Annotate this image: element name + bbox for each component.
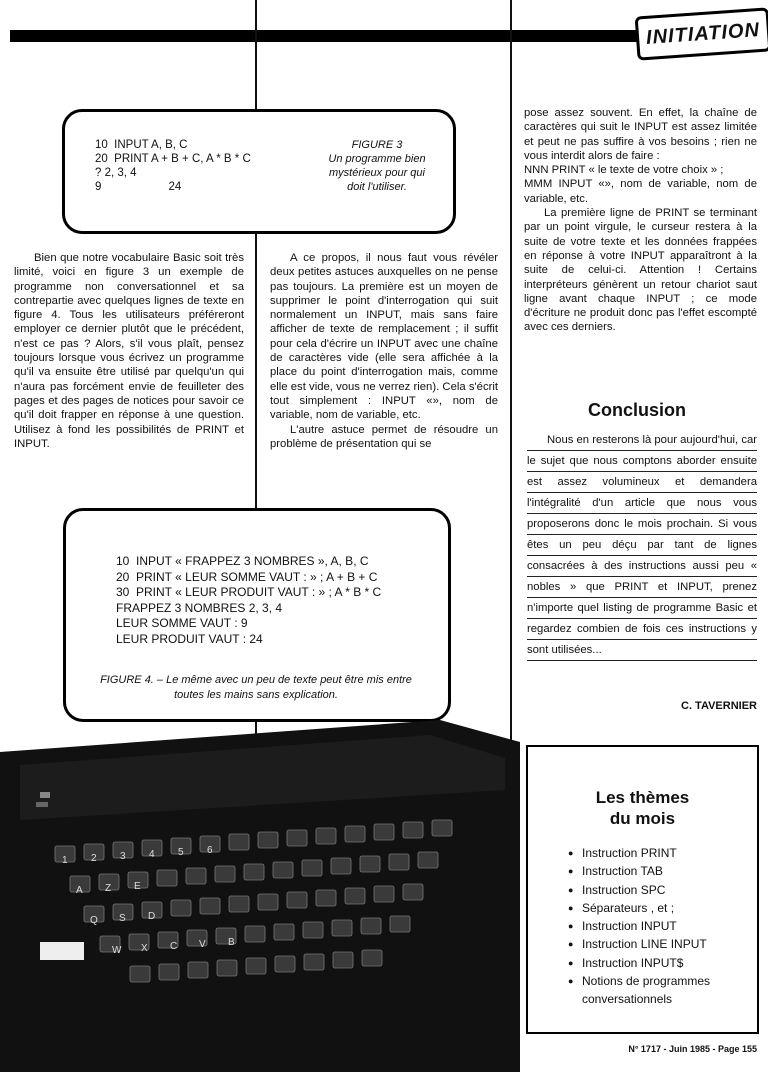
keyboard-key [244, 864, 264, 880]
code-line: LEUR SOMME VAUT : 9 [116, 616, 248, 630]
keyboard-key [432, 820, 452, 836]
code-example: NNN PRINT « le texte de votre choix » ; [524, 164, 724, 177]
code-line: 20 PRINT « LEUR SOMME VAUT : » ; A + B + C [116, 569, 378, 584]
keyboard-key [287, 830, 307, 846]
key-label: S [119, 913, 126, 924]
keyboard-key [316, 890, 336, 906]
key-label: W [112, 945, 122, 956]
keyboard-key [273, 862, 293, 878]
keyboard-key [361, 918, 381, 934]
key-label: 1 [62, 855, 68, 866]
keyboard-key [130, 966, 150, 982]
list-item: ● Instruction LINE INPUT [568, 935, 748, 953]
keyboard-key [418, 852, 438, 868]
key-label: D [148, 911, 156, 922]
themes-title-line: Les thèmes [595, 788, 690, 807]
figure-4-code [116, 554, 381, 647]
keyboard-key [333, 952, 353, 968]
keyboard-key [345, 888, 365, 904]
key-label: 4 [149, 849, 155, 860]
header-bar [10, 30, 650, 42]
keyboard-key [303, 922, 323, 938]
figure-3-code [95, 138, 251, 194]
keyboard-key [274, 924, 294, 940]
key-label: 6 [207, 845, 213, 856]
paragraph: pose assez souvent. En effet, la chaîne de caractères qui suit le INPUT est assez limitée et peut ne pas suffire à vos besoins ; rien ne vous interdit alors de faire : [524, 107, 757, 162]
page-footer: N° 1717 - Juin 1985 - Page 155 [628, 1044, 757, 1054]
list-item: ● Instruction TAB [568, 862, 748, 880]
code-line: ? 2, 3, 4 [95, 167, 137, 179]
list-item: ● Séparateurs , et ; [568, 899, 748, 917]
article-column-1 [14, 251, 244, 451]
conclusion-heading: Conclusion [588, 400, 686, 420]
code-line: 10 INPUT A, B, C [95, 139, 188, 151]
keyboard-key [157, 870, 177, 886]
code-example: MMM INPUT «», nom de variable, nom de variable, etc. [524, 178, 757, 205]
keyboard-key [275, 956, 295, 972]
keyboard-key [159, 964, 179, 980]
key-label: Q [90, 915, 98, 926]
keyboard-key [215, 866, 235, 882]
code-line: 20 PRINT A + B + C, A * B * C [95, 153, 251, 165]
code-line: 10 INPUT « FRAPPEZ 3 NOMBRES », A, B, C [116, 554, 369, 568]
keyboard-key [360, 856, 380, 872]
keyboard-key [246, 958, 266, 974]
column-rule-right [510, 0, 512, 750]
keyboard-key [403, 884, 423, 900]
code-line: LEUR PRODUIT VAUT : 24 [116, 631, 263, 646]
keyboard-key [332, 920, 352, 936]
code-line: 9 24 [95, 181, 182, 193]
keyboard-key [304, 954, 324, 970]
list-item: ● Notions de programmes conversationnels [568, 972, 748, 1009]
themes-list [568, 844, 748, 1009]
keyboard-key [245, 926, 265, 942]
themes-title [528, 787, 757, 829]
keyboard-key [316, 828, 336, 844]
paragraph: Nous en resterons là pour aujourd'hui, car le sujet que nous comptons aborder ensuite est assez volumineux et demandera l'intégralité d'un article que nous vous proposerons donc le mois prochain. Si vous êtes un peu déçu par tant de lignes consacrées à des instructions aussi peu « nobles » que PRINT et INPUT, prenez n'importe quel listing de programme Basic et regardez combien de fois ces instructions y sont utilisées... [527, 434, 758, 656]
keyboard-key [200, 898, 220, 914]
caption-line: mystérieux pour qui [329, 167, 425, 179]
keyboard-key [217, 960, 237, 976]
figure-4-caption: FIGURE 4. – Le même avec un peu de texte peut être mis entre toutes les mains sans explication. [100, 674, 412, 701]
key-label: Z [105, 883, 112, 894]
keyboard-key [171, 900, 191, 916]
code-line: 30 PRINT « LEUR PRODUIT VAUT : » ; A * B * C [116, 585, 382, 599]
key-label: A [76, 885, 83, 896]
keyboard-key [287, 892, 307, 908]
paragraph: La première ligne de PRINT se terminant par un point virgule, le curseur restera à la suite de votre texte et les données frappées en réponse à votre INPUT apparaîtront à la suite de celui-ci. Attention ! Certains interpréteurs génèrent un retour chariot saut ligne avant chaque INPUT ; ce mode d'écriture ne produit donc pas l'effet escompté avec ces derniers. [524, 207, 757, 334]
caption-title: FIGURE 3 [351, 139, 403, 151]
list-item: ● Instruction INPUT [568, 917, 748, 935]
keyboard-key [229, 896, 249, 912]
keyboard-key [188, 962, 208, 978]
list-item: ● Instruction PRINT [568, 844, 748, 862]
keyboard-key [331, 858, 351, 874]
key-label: E [134, 881, 141, 892]
key-label: 2 [91, 853, 97, 864]
keyboard-key [374, 886, 394, 902]
caption-line: doit l'utiliser. [347, 181, 407, 193]
keyboard-key [390, 916, 410, 932]
themes-title-line: du mois [609, 809, 676, 828]
code-line: FRAPPEZ 3 NOMBRES 2, 3, 4 [116, 600, 283, 615]
section-label: INITIATION [635, 7, 768, 60]
keyboard-key [362, 950, 382, 966]
figure-3-caption [313, 138, 441, 194]
keyboard-key [403, 822, 423, 838]
keyboard-key [302, 860, 322, 876]
keyboard-key [374, 824, 394, 840]
themes-box [526, 745, 759, 1034]
key-label: 5 [178, 847, 184, 858]
keyboard-key [345, 826, 365, 842]
computer-keyboard-photo [0, 720, 520, 1072]
paragraph: A ce propos, il nous faut vous révéler deux petites astuces auxquelles on ne pense pas toujours. La première est un moyen de supprimer le point d'interrogation qui suit normalement un INPUT, mais sans faire afficher de texte de remplacement ; il suffit pour cela d'écrire un INPUT avec une chaîne de caractères vide (elle sera affichée à la place du point d'interrogation mais, comme elle est vide, vous ne verrez rien). Cela s'écrit tout simplement : INPUT «», nom de variable, nom de variable, etc. [270, 252, 498, 422]
keyboard-key [186, 868, 206, 884]
paragraph: Bien que notre vocabulaire Basic soit très limité, voici en figure 3 un exemple de programme non conversationnel et sa contrepartie avec quelques lignes de texte en figure 4. Tous les utilisateurs préféreront employer ce dernier plutôt que le précédent, n'est ce pas ? Alors, s'il vous plaît, pensez toujours lorsque vous écrivez un programme qu'il va ensuite être utilisé par quelqu'un qui n'aura pas forcément envie de feuilleter des pages et des pages de notices pour savoir ce qu'il doit frapper en réponse à une question. Utilisez à fond les possibilités de PRINT et INPUT. [14, 252, 244, 450]
author: C. TAVERNIER [681, 700, 757, 712]
key-label: B [228, 937, 235, 948]
list-item: ● Instruction SPC [568, 881, 748, 899]
figure-3-box [62, 109, 456, 234]
key-label: C [170, 941, 178, 952]
keyboard-key [389, 854, 409, 870]
article-column-2 [270, 251, 498, 451]
key-label: 3 [120, 851, 126, 862]
keyboard-key [258, 832, 278, 848]
caption-line: Un programme bien [328, 153, 426, 165]
key-label: X [141, 943, 148, 954]
paragraph: L'autre astuce permet de résoudre un problème de présentation qui se [270, 423, 498, 450]
conclusion-body [527, 430, 757, 661]
keyboard-key [258, 894, 278, 910]
key-label: V [199, 939, 206, 950]
list-item: ● Instruction INPUT$ [568, 954, 748, 972]
keyboard-key [229, 834, 249, 850]
article-column-3 [524, 106, 757, 335]
figure-4-box [63, 508, 451, 722]
